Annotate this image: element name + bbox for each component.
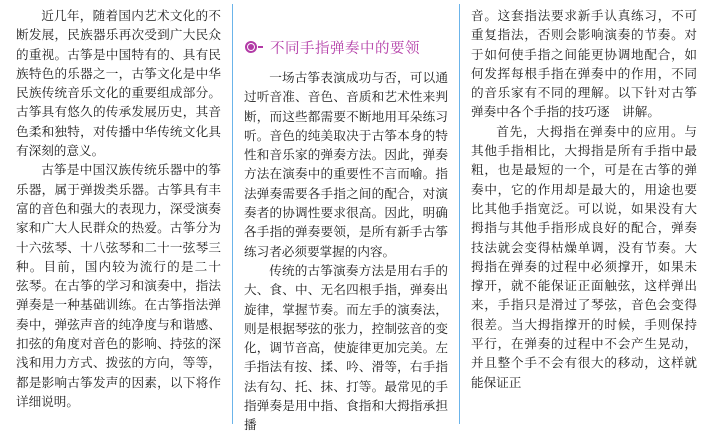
- paragraph: 传统的古筝演奏方法是用右手的大、食、中、无名四根手指，弹奏出旋律，掌握节奏。而左手的演奏法，则是根据琴弦的张力，控制弦音的变化，调节音高，使旋律更加完美。左手指法有按、揉、吟、滑等，右手指法有勾、托、抹、打等。最常见的手指弹奏是用中指、食指和大拇指承担播: [244, 262, 448, 433]
- paragraph: 古筝是中国汉族传统乐器中的筝乐器，属于弹拨类乐器。古筝具有丰富的音色和强大的表现力，深受演奏家和广大人民群众的热爱。古筝分为十六弦琴、十八弦琴和二十一弦琴三种。目前，国内较为流行的是二十 弦琴。在古筝的学习和演奏中，指法弹奏是一种基础训练。在古筝指法弹奏中，弹弦声音的纯净度与和谐感、扣弦的角度对音色的影响、持弦的深浅和用力方式、拨弦的方向，等等，都是影响古筝发声的因素，以下将作详细说明。: [16, 162, 234, 409]
- section-heading-text: 不同手指弹奏中的要领: [270, 40, 420, 57]
- paragraph: 首先，大拇指在弹奏中的应用。与其他手指相比，大拇指是所有手指中最粗，也是最短的一个，可是在古筝的弹奏中，它的作用却是最大的，用途也要比其他手指宽泛。可以说，如果没有大拇指与其他手指形成良好的配合，弹奏技法就会变得枯燥单调，没有节奏。大拇指在弹奏的过程中必须撑开，如果未撑开，就不能保证正面触弦，这样弹出来，手指只是滑过了琴弦，音色会变得很差。当大拇指撑开的时候，手则保持平行，在弹奏的过程中不会产生晃动，并且整个手不会有很大的移动，这样就能保证正: [471, 123, 697, 390]
- paragraph: 音。这套指法要求新手认真练习，不可重复指法，否则会影响演奏的节奏。对于如何使手指之间能更协调地配合，如何发挥每根手指在弹奏中的作用，不同的音乐家有不同的理解。以下针对古筝弹奏中各个手指的技巧逐 讲解。: [471, 8, 697, 120]
- section-heading: [244, 32, 448, 62]
- text-column-2: [244, 6, 448, 433]
- column-divider: [459, 4, 460, 424]
- column-divider: [232, 4, 233, 424]
- paragraph: 一场古筝表演成功与否，可以通过听音准、音色、音质和艺术性来判断，而这些都需要不断地用耳朵练习听。音色的纯美取决于古筝本身的特性和音乐家的弹奏方法。因此，弹奏方法在演奏中的重要性不言而喻。指法弹奏需要各手指之间的配合，对演奏者的协调性要求很高。因此，明确各手指的弹奏要领，是所有新手古筝练习者必须要掌握的内容。: [244, 70, 448, 259]
- text-column-1: [16, 6, 234, 420]
- paragraph: 近几年，随着国内艺术文化的不断发展，民族器乐再次受到广大民众的重视。古筝是中国特有的、具有民族特色的乐器之一，古筝文化是中华民族传统音乐文化的重要组成部分。古筝具有悠久的传承发展历史，其音色柔和独特，对传播中华传统文化具有深刻的意义。: [16, 8, 221, 159]
- circle-bullet-icon: [244, 38, 262, 56]
- text-column-3: [471, 6, 697, 420]
